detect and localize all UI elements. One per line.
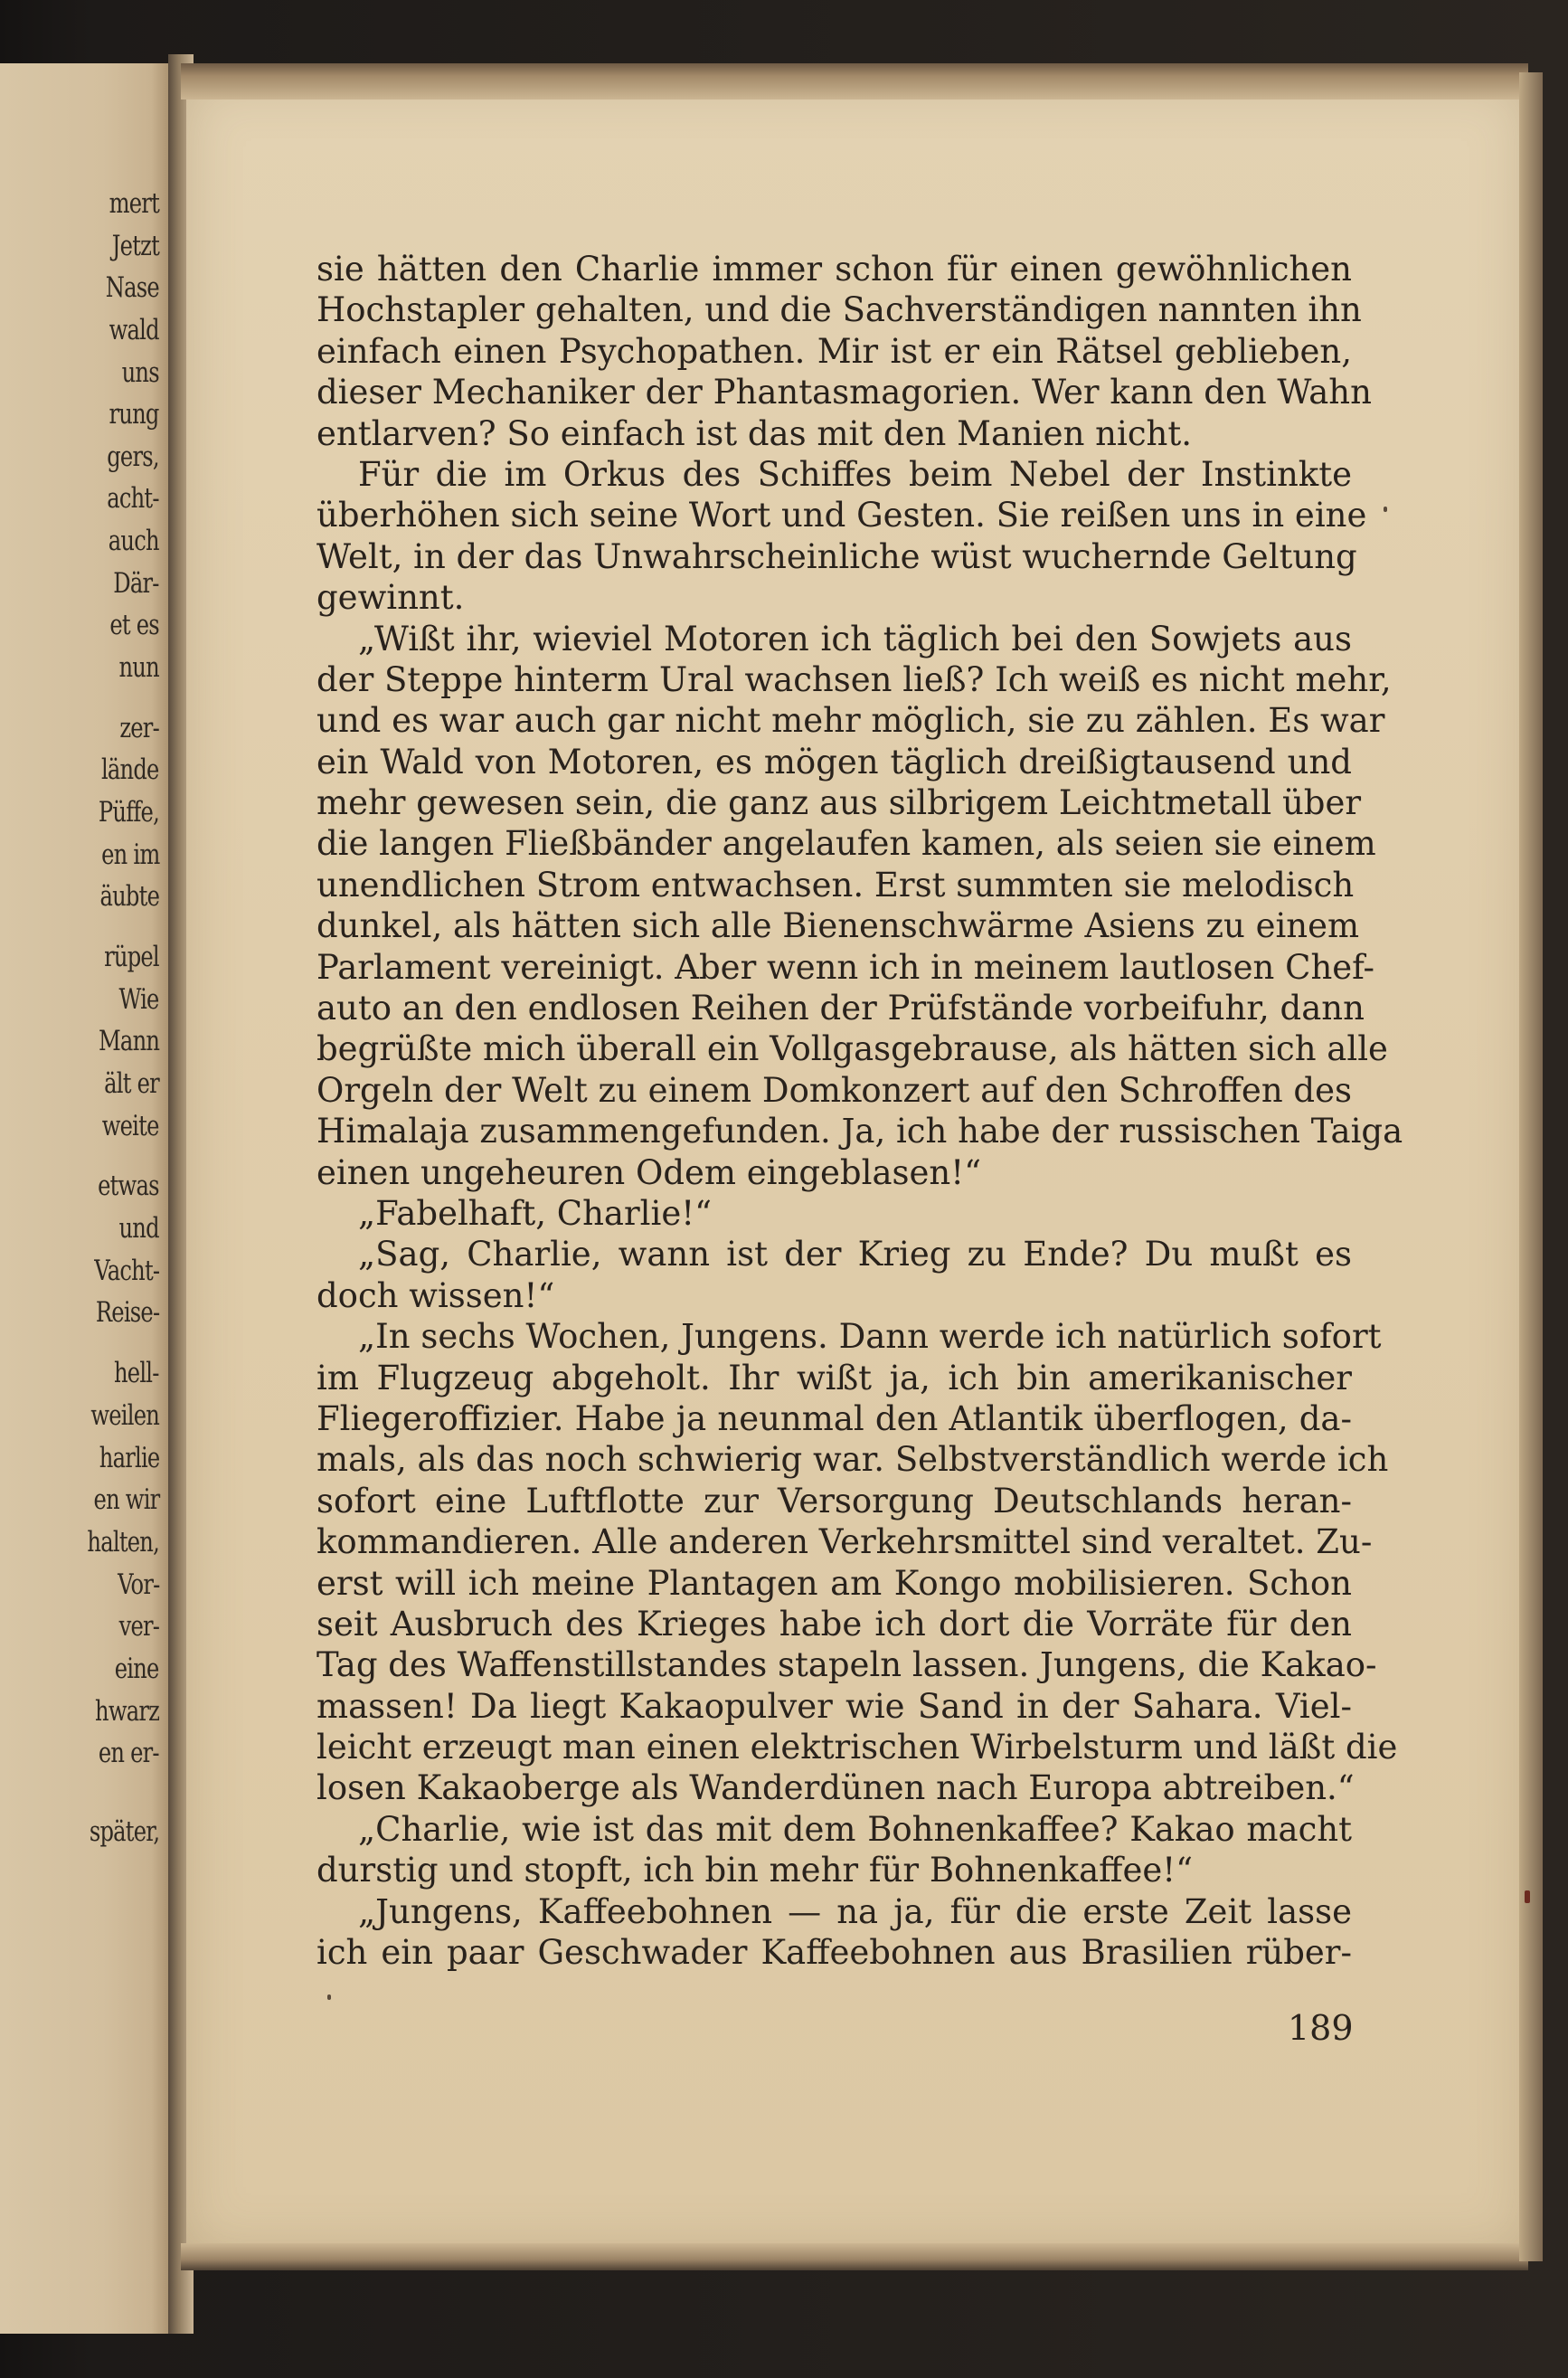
facing-page-text-fragment: rüpel — [104, 941, 159, 973]
text-line: ein Wald von Motoren, es mögen täglich dreißigtausend und — [316, 742, 1352, 782]
text-line: „Jungens, Kaffeebohnen — na ja, für die erste Zeit lasse — [358, 1891, 1352, 1931]
text-line: Welt, in der das Unwahrscheinliche wüst wuchernde Geltung — [316, 536, 1357, 576]
facing-page-text-fragment: et es — [109, 609, 159, 641]
paper-speck — [327, 1994, 331, 2000]
facing-page-text-fragment: lände — [101, 753, 159, 786]
paper-speck — [1525, 1890, 1530, 1903]
text-line: mehr gewesen sein, die ganz aus silbrigem Leichtmetall über — [316, 783, 1362, 823]
text-line: „In sechs Wochen, Jungens. Dann werde ich natürlich sofort — [358, 1317, 1382, 1357]
text-line: seit Ausbruch des Krieges habe ich dort die Vorräte für den — [316, 1604, 1352, 1644]
text-line: im Flugzeug abgeholt. Ihr wißt ja, ich bin amerikanischer — [316, 1358, 1352, 1397]
facing-page-text-fragment: halten, — [87, 1526, 159, 1558]
facing-page-text-fragment: zer- — [119, 712, 159, 744]
text-line: „Sag, Charlie, wann ist der Krieg zu Ende? Du mußt es — [358, 1235, 1352, 1274]
text-line: gewinnt. — [316, 578, 465, 618]
text-line: Tag des Waffenstillstandes stapeln lassen. Jungens, die Kakao- — [316, 1645, 1377, 1685]
text-line: Parlament vereinigt. Aber wenn ich in meinem lautlosen Chef- — [316, 947, 1375, 987]
facing-page-text-fragment: hwarz — [94, 1695, 159, 1728]
paper-speck — [1384, 507, 1387, 512]
facing-page-text-fragment: wald — [109, 314, 159, 346]
facing-page-text-fragment: harlie — [99, 1442, 159, 1474]
text-line: und es war auch gar nicht mehr möglich, sie zu zählen. Es war — [316, 701, 1385, 741]
text-line: einfach einen Psychopathen. Mir ist er ein Rätsel geblieben, — [316, 331, 1352, 371]
facing-page-text-fragment: en wir — [93, 1483, 159, 1516]
facing-page-text-fragment: hell- — [114, 1357, 159, 1389]
text-line: sofort eine Luftflotte zur Versorgung Deutschlands heran- — [316, 1481, 1352, 1521]
text-line: entlarven? So einfach ist das mit den Manien nicht. — [316, 413, 1193, 453]
facing-page-left — [0, 63, 175, 2334]
page-top-edge — [181, 63, 1528, 99]
text-line: Himalaja zusammengefunden. Ja, ich habe der russischen Taiga — [316, 1112, 1403, 1151]
text-line: kommandieren. Alle anderen Verkehrsmittel sind veraltet. Zu- — [316, 1522, 1373, 1562]
text-line: massen! Da liegt Kakaopulver wie Sand in der Sahara. Viel- — [316, 1686, 1352, 1726]
facing-page-text-fragment: etwas — [98, 1170, 159, 1202]
facing-page-text-fragment: Vor- — [117, 1568, 159, 1601]
text-line: losen Kakaoberge als Wanderdünen nach Europa abtreiben.“ — [316, 1768, 1355, 1808]
text-line: sie hätten den Charlie immer schon für einen gewöhnlichen — [316, 250, 1352, 289]
facing-page-text-fragment: rung — [109, 398, 159, 431]
facing-page-text-fragment: nun — [118, 651, 159, 684]
text-line: dunkel, als hätten sich alle Bienenschwärme Asiens zu einem — [316, 906, 1360, 946]
text-line: „Fabelhaft, Charlie!“ — [358, 1193, 713, 1233]
page-body-text — [316, 249, 1403, 1973]
facing-page-text-fragment: Reise- — [95, 1296, 159, 1329]
text-line: „Wißt ihr, wieviel Motoren ich täglich bei den Sowjets aus — [358, 619, 1352, 658]
page-number: 189 — [1288, 2008, 1354, 2048]
text-line: die langen Fließbänder angelaufen kamen, als seien sie einem — [316, 824, 1376, 864]
text-line: begrüßte mich überall ein Vollgasgebrause, als hätten sich alle — [316, 1029, 1388, 1069]
text-line: Für die im Orkus des Schiffes beim Nebel der Instinkte — [358, 454, 1352, 494]
text-line: ich ein paar Geschwader Kaffeebohnen aus Brasilien rüber- — [316, 1933, 1352, 1973]
page-right-edge — [1519, 72, 1543, 2261]
facing-page-text-fragment: Nase — [105, 271, 159, 304]
facing-page-text-fragment: en im — [100, 838, 159, 871]
facing-page-text-fragment: ver- — [118, 1610, 159, 1643]
text-line: unendlichen Strom entwachsen. Erst summten sie melodisch — [316, 865, 1355, 905]
text-line: leicht erzeugt man einen elektrischen Wirbelsturm und läßt die — [316, 1728, 1398, 1767]
text-line: der Steppe hinterm Ural wachsen ließ? Ich weiß es nicht mehr, — [316, 659, 1392, 699]
text-line: Hochstapler gehalten, und die Sachverständigen nannten ihn — [316, 290, 1362, 330]
facing-page-text-fragment: Mann — [98, 1025, 159, 1057]
text-line: doch wissen!“ — [316, 1275, 555, 1315]
facing-page-text-fragment: Vacht- — [94, 1255, 159, 1287]
facing-page-text-fragment: gers, — [107, 441, 159, 473]
facing-page-text-fragment: weite — [102, 1110, 159, 1142]
facing-page-text-fragment: Jetzt — [111, 230, 159, 262]
text-line: Orgeln der Welt zu einem Domkonzert auf den Schroffen des — [316, 1070, 1352, 1110]
facing-page-text-fragment: weilen — [90, 1399, 159, 1432]
facing-page-text-fragment: uns — [121, 356, 159, 389]
facing-page-text-fragment: Wie — [118, 983, 159, 1016]
facing-page-text-fragment: en er- — [99, 1737, 159, 1769]
text-line: durstig und stopft, ich bin mehr für Bohnenkaffee!“ — [316, 1851, 1194, 1890]
facing-page-text-fragment: eine — [115, 1653, 159, 1685]
text-line: Fliegeroffizier. Habe ja neunmal den Atlantik überflogen, da- — [316, 1398, 1352, 1438]
facing-page-text-fragment: später, — [89, 1815, 159, 1848]
text-line: erst will ich meine Plantagen am Kongo mobilisieren. Schon — [316, 1563, 1352, 1603]
facing-page-text-fragment: und — [118, 1212, 159, 1245]
text-line: überhöhen sich seine Wort und Gesten. Sie reißen uns in eine — [316, 496, 1367, 535]
text-line: dieser Mechaniker der Phantasmagorien. Wer kann den Wahn — [316, 373, 1372, 412]
facing-page-text-fragment: Där- — [113, 567, 159, 600]
text-line: mals, als das noch schwierig war. Selbstverständlich werde ich — [316, 1440, 1389, 1480]
facing-page-text-fragment: mert — [109, 187, 159, 220]
facing-page-text-fragment: äubte — [99, 880, 159, 913]
facing-page-text-fragment: Püffe, — [98, 796, 159, 829]
text-line: „Charlie, wie ist das mit dem Bohnenkaffee? Kakao macht — [358, 1809, 1352, 1849]
page-bottom-edge — [181, 2243, 1528, 2270]
text-line: auto an den endlosen Reihen der Prüfstände vorbeifuhr, dann — [316, 989, 1365, 1028]
facing-page-text-fragment: auch — [109, 525, 159, 557]
facing-page-text-fragment: acht- — [107, 482, 159, 515]
facing-page-text-fragment: ält er — [104, 1067, 159, 1100]
text-line: einen ungeheuren Odem eingeblasen!“ — [316, 1152, 981, 1192]
